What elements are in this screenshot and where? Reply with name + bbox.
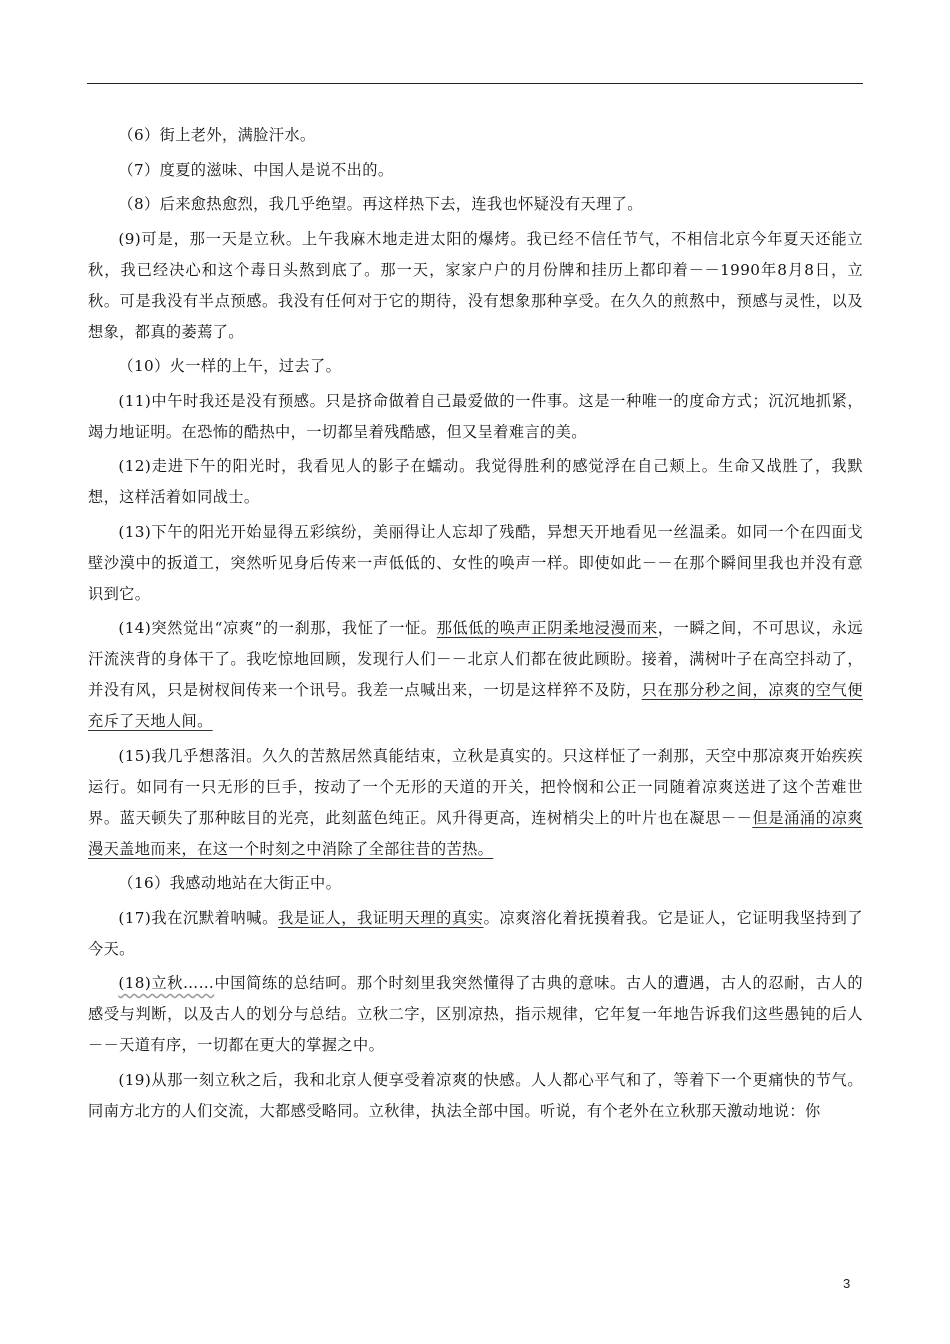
paragraph-p7 (88, 155, 863, 186)
paragraph-p8 (88, 189, 863, 220)
paragraph-p16 (88, 868, 863, 899)
text-segment: (19)从那一刻立秋之后，我和北京人便享受着凉爽的快感。人人都心平气和了，等着下一个更痛快的节气。同南方北方的人们交流，大都感受略同。立秋律，执法全部中国。听说，有个老外在立秋那天激动地说：你 (88, 1070, 863, 1120)
paragraph-p10 (88, 351, 863, 382)
underline-segment: 那低低的唤声正阴柔地浸漫而来 (436, 619, 658, 637)
text-segment: （16）我感动地站在大街正中。 (118, 874, 342, 892)
underline-segment: 但是涌涌的凉爽漫天盖地而来，在这一个时刻之中消除了全部往昔的苦热。 (88, 808, 863, 858)
paragraph-p17 (88, 903, 863, 965)
text-segment: （8）后来愈热愈烈，我几乎绝望。再这样热下去，连我也怀疑没有天理了。 (118, 195, 643, 213)
paragraph-p19 (88, 1065, 863, 1127)
paragraph-p12 (88, 451, 863, 513)
text-segment: ，一瞬之间，不可思议，永远汗流浃背的身体干了。我吃惊地回顾，发现行人们－－北京人们都在彼此顾盼。接着，满树叶子在高空抖动了，并没有风，只是树杈间传来一个讯号。我差一点喊出来，一切是这样猝不及防， (88, 619, 864, 699)
paragraph-p14 (88, 613, 863, 737)
text-segment: (12)走进下午的阳光时，我看见人的影子在蠕动。我觉得胜利的感觉浮在自己颊上。生命又战胜了，我默想，这样活着如同战士。 (88, 457, 863, 506)
paragraph-p18 (88, 968, 863, 1061)
document-body (88, 120, 863, 1130)
text-segment: 。凉爽溶化着抚摸着我。它是证人，它证明我坚持到了今天。 (88, 908, 863, 958)
text-segment: (13)下午的阳光开始显得五彩缤纷，美丽得让人忘却了残酷，异想天开地看见一丝温柔。如同一个在四面戈壁沙漠中的扳道工，突然听见身后传来一声低低的、女性的唤声一样。即使如此－－在那个瞬间里我也并没有意识到它。 (88, 522, 863, 603)
paragraph-p13 (88, 517, 863, 610)
wavy-segment: (18)立秋…… (118, 974, 215, 992)
text-segment: (11)中午时我还是没有预感。只是挤命做着自己最爱做的一件事。这是一种唯一的度命方式；沉沉地抓紧，竭力地证明。在恐怖的酷热中，一切都呈着残酷感，但又呈着难言的美。 (88, 391, 863, 441)
text-segment: （6）街上老外，满脸汗水。 (118, 126, 316, 144)
paragraph-p9 (88, 224, 863, 348)
header-rule (87, 83, 863, 84)
paragraph-p6 (88, 120, 863, 151)
text-segment: （10）火一样的上午，过去了。 (118, 357, 342, 375)
text-segment: (15)我几乎想落泪。久久的苦熬居然真能结束，立秋是真实的。只这样怔了一刹那，天空中那凉爽开始疾疾运行。如同有一只无形的巨手，按动了一个无形的天道的开关，把怜悯和公正一同随着凉爽送进了这个苦难世界。蓝天顿失了那种眩目的光亮，此刻蓝色纯正。风升得更高，连树梢尖上的叶片也在凝思－－ (88, 746, 863, 827)
text-segment: (9)可是，那一天是立秋。上午我麻木地走进太阳的爆烤。我已经不信任节气，不相信北京今年夏天还能立秋，我已经决心和这个毒日头熬到底了。那一天，家家户户的月份牌和挂历上都印着－－1990年8月8日，立秋。可是我没有半点预感。我没有任何对于它的期待，没有想象那种享受。在久久的煎熬中，预感与灵性，以及想象，都真的萎蔫了。 (88, 229, 863, 341)
text-segment: (17)我在沉默着呐喊。 (118, 908, 278, 927)
underline-segment: 只在那分秒之间，凉爽的空气便充斥了天地人间。 (88, 681, 863, 730)
text-segment: 中国简练的总结呵。那个时刻里我突然懂得了古典的意味。古人的遭遇，古人的忍耐，古人的感受与判断，以及古人的划分与总结。立秋二字，区别凉热，指示规律，它年复一年地告诉我们这些愚钝的后人－－天道有序，一切都在更大的掌握之中。 (88, 974, 863, 1054)
underline-segment: 我是证人，我证明天理的真实 (277, 908, 484, 927)
paragraph-p15 (88, 741, 863, 865)
text-segment: （7）度夏的滋味、中国人是说不出的。 (118, 160, 394, 179)
page-number: 3 (843, 1276, 851, 1291)
text-segment: (14)突然觉出“凉爽”的一刹那，我怔了一怔。 (118, 619, 437, 637)
paragraph-p11 (88, 386, 863, 448)
